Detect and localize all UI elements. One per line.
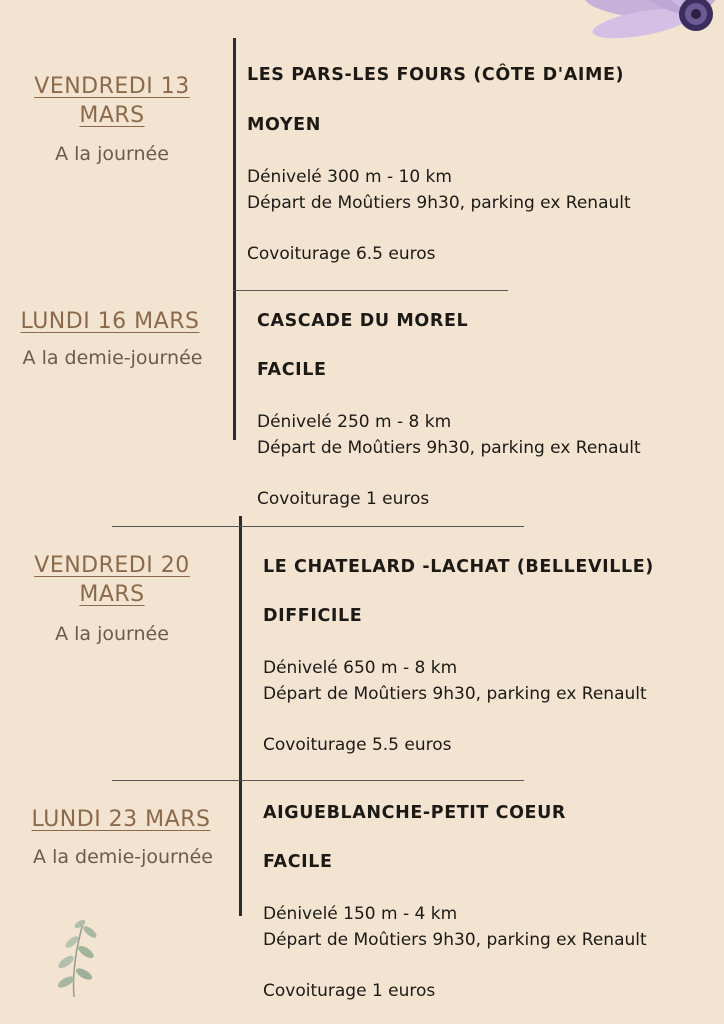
- event-elevation: Dénivelé 150 m - 4 km: [263, 904, 458, 924]
- event-date: VENDREDI 13 MARS: [34, 74, 190, 128]
- event-elevation: Dénivelé 650 m - 8 km: [263, 658, 458, 678]
- event-date: LUNDI 16 MARS: [20, 309, 200, 334]
- event-duration: A la journée: [55, 143, 169, 165]
- event-details: [257, 409, 641, 461]
- event-title: LES PARS-LES FOURS (CÔTE D'AIME): [247, 65, 625, 85]
- event-carpool: Covoiturage 5.5 euros: [263, 735, 452, 755]
- event-carpool: Covoiturage 1 euros: [257, 489, 430, 509]
- event-date: LUNDI 23 MARS: [31, 807, 211, 832]
- event-elevation: Dénivelé 250 m - 8 km: [257, 412, 452, 432]
- event-level: MOYEN: [247, 115, 321, 135]
- event-level: DIFFICILE: [263, 606, 363, 626]
- event-details: [247, 164, 631, 216]
- event-date: VENDREDI 20 MARS: [34, 553, 190, 607]
- event-duration: A la demie-journée: [22, 347, 203, 369]
- divider-2: [112, 526, 524, 527]
- event-details: [263, 901, 647, 953]
- divider-3: [112, 780, 524, 781]
- event-carpool: Covoiturage 1 euros: [263, 981, 436, 1001]
- event-departure: Départ de Moûtiers 9h30, parking ex Renault: [257, 438, 641, 458]
- timeline-line-1: [233, 38, 236, 440]
- event-departure: Départ de Moûtiers 9h30, parking ex Renault: [263, 684, 647, 704]
- event-title: AIGUEBLANCHE-PETIT COEUR: [263, 803, 566, 823]
- leaf-branch-icon: [44, 912, 104, 1002]
- timeline-line-2: [239, 516, 242, 916]
- event-departure: Départ de Moûtiers 9h30, parking ex Renault: [263, 930, 647, 950]
- event-level: FACILE: [257, 360, 327, 380]
- event-details: [263, 655, 647, 707]
- event-duration: A la journée: [55, 623, 169, 645]
- event-level: FACILE: [263, 852, 333, 872]
- event-elevation: Dénivelé 300 m - 10 km: [247, 167, 452, 187]
- event-carpool: Covoiturage 6.5 euros: [247, 244, 436, 264]
- divider-1: [233, 290, 508, 291]
- event-title: LE CHATELARD -LACHAT (BELLEVILLE): [263, 557, 654, 577]
- flower-icon: [584, 0, 724, 110]
- event-title: CASCADE DU MOREL: [257, 311, 469, 331]
- event-duration: A la demie-journée: [33, 846, 213, 868]
- event-departure: Départ de Moûtiers 9h30, parking ex Renault: [247, 193, 631, 213]
